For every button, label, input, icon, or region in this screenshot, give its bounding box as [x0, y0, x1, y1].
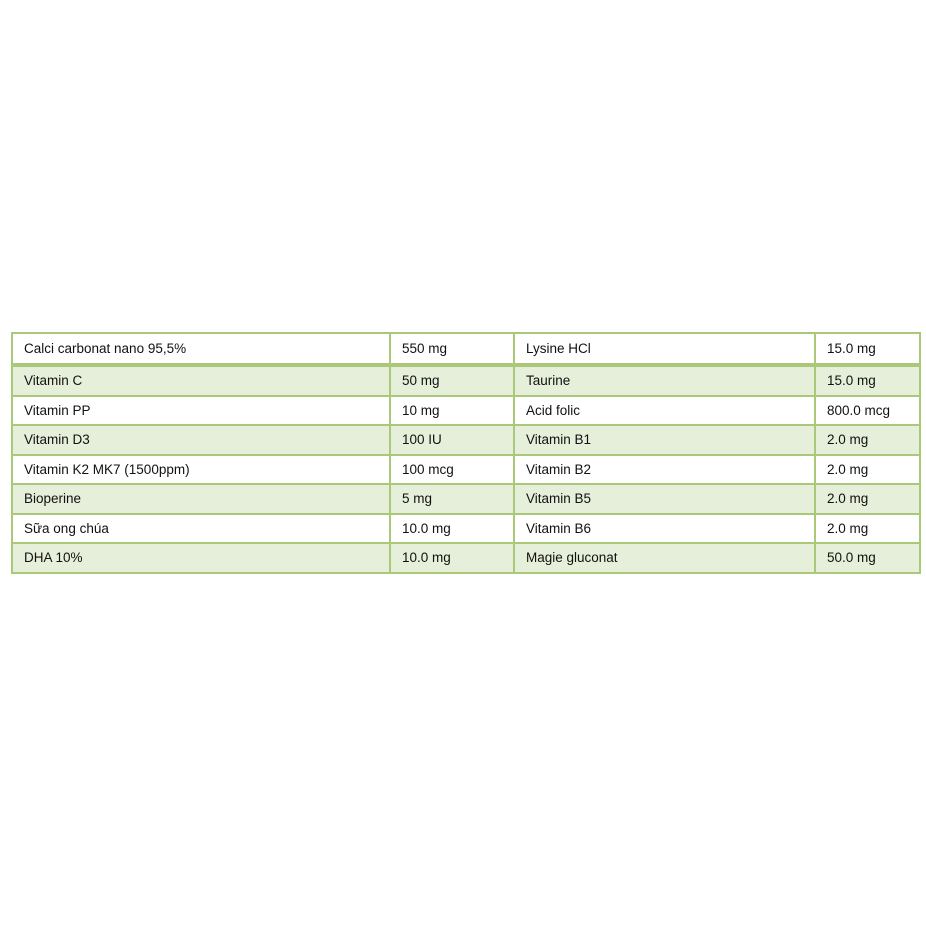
ingredient-name-cell: Vitamin B5: [514, 484, 815, 514]
ingredient-amount-cell: 550 mg: [390, 333, 514, 365]
ingredient-name-cell: Calci carbonat nano 95,5%: [12, 333, 390, 365]
ingredient-name-cell: Vitamin C: [12, 365, 390, 396]
ingredient-name-cell: Vitamin D3: [12, 425, 390, 455]
table-row: [12, 425, 920, 455]
ingredient-amount-cell: 15.0 mg: [815, 333, 920, 365]
table-row: [12, 333, 920, 365]
table-row: [12, 396, 920, 426]
ingredient-name-cell: Acid folic: [514, 396, 815, 426]
table-row: [12, 543, 920, 573]
ingredient-name-cell: Vitamin B1: [514, 425, 815, 455]
ingredient-name-cell: Vitamin PP: [12, 396, 390, 426]
ingredient-amount-cell: 100 mcg: [390, 455, 514, 485]
ingredient-name-cell: Lysine HCl: [514, 333, 815, 365]
ingredient-amount-cell: 10 mg: [390, 396, 514, 426]
ingredients-table: [11, 332, 921, 574]
ingredient-amount-cell: 100 IU: [390, 425, 514, 455]
ingredient-amount-cell: 50 mg: [390, 365, 514, 396]
ingredient-name-cell: Vitamin B6: [514, 514, 815, 544]
ingredient-name-cell: Bioperine: [12, 484, 390, 514]
ingredient-name-cell: Vitamin B2: [514, 455, 815, 485]
ingredient-amount-cell: 5 mg: [390, 484, 514, 514]
ingredient-name-cell: Taurine: [514, 365, 815, 396]
table-row: [12, 514, 920, 544]
ingredient-name-cell: Magie gluconat: [514, 543, 815, 573]
ingredient-name-cell: DHA 10%: [12, 543, 390, 573]
ingredient-amount-cell: 800.0 mcg: [815, 396, 920, 426]
ingredient-amount-cell: 2.0 mg: [815, 514, 920, 544]
ingredient-amount-cell: 2.0 mg: [815, 455, 920, 485]
ingredient-amount-cell: 2.0 mg: [815, 425, 920, 455]
ingredients-table-container: [11, 332, 919, 574]
ingredient-name-cell: Vitamin K2 MK7 (1500ppm): [12, 455, 390, 485]
ingredient-amount-cell: 50.0 mg: [815, 543, 920, 573]
ingredient-amount-cell: 10.0 mg: [390, 543, 514, 573]
ingredient-name-cell: Sữa ong chúa: [12, 514, 390, 544]
table-row: [12, 365, 920, 396]
table-row: [12, 455, 920, 485]
ingredient-amount-cell: 10.0 mg: [390, 514, 514, 544]
ingredient-amount-cell: 15.0 mg: [815, 365, 920, 396]
ingredient-amount-cell: 2.0 mg: [815, 484, 920, 514]
table-row: [12, 484, 920, 514]
